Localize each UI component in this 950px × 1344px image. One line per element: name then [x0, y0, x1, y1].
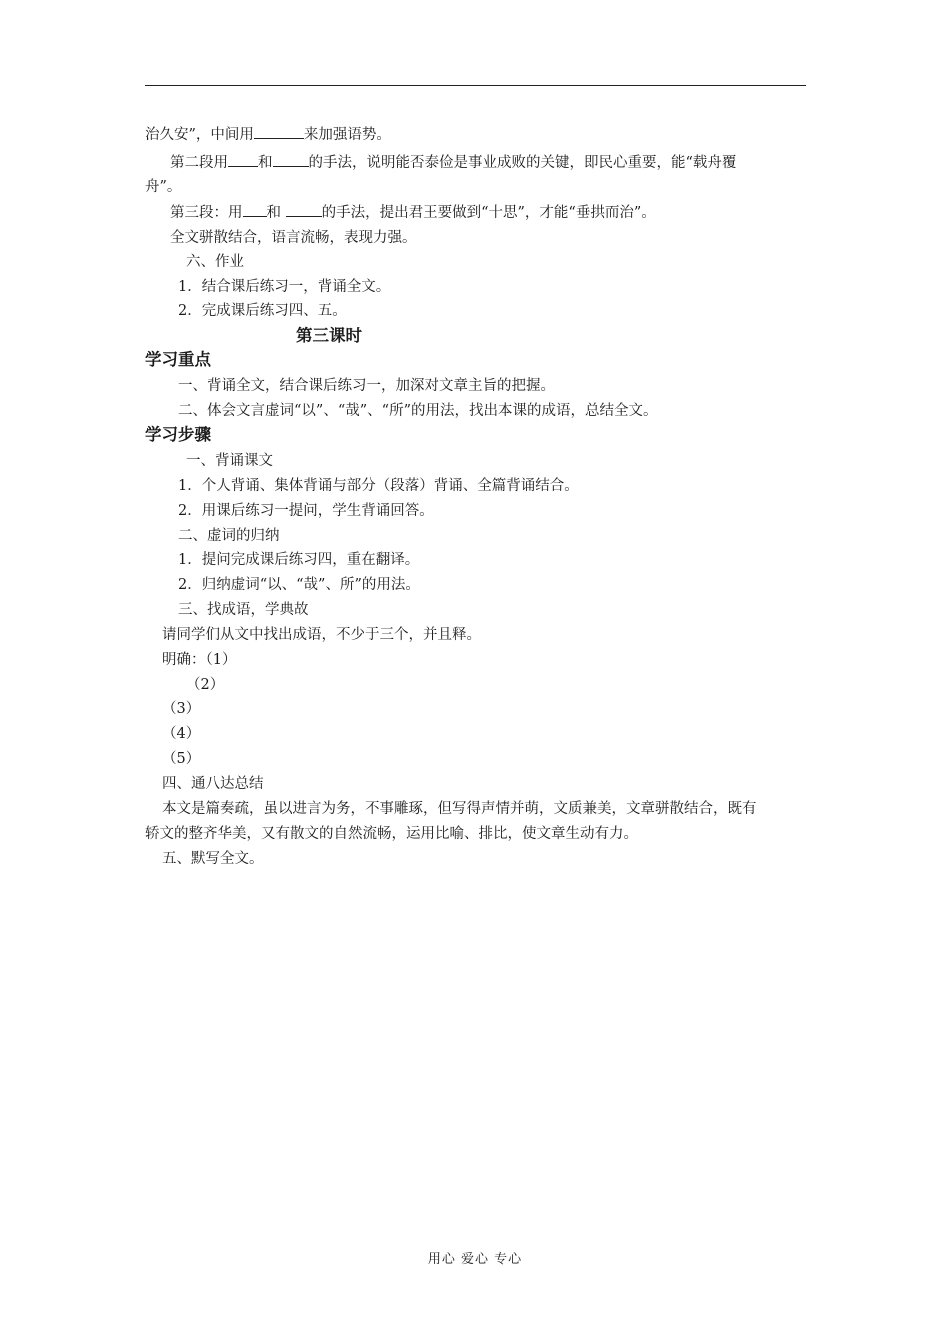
- text-line: （4）: [162, 726, 201, 742]
- section-title: 学习步骤: [145, 425, 211, 444]
- section-heading: 一、背诵课文: [186, 453, 273, 469]
- text-line: 明确：（1）: [162, 652, 237, 668]
- list-item: 2．归纳虚词“以、“哉”、所”的用法。: [178, 577, 420, 593]
- text-segment: 第三段：用: [170, 205, 243, 221]
- list-item: 2．完成课后练习四、五。: [178, 303, 347, 319]
- list-item: 1．结合课后练习一，背诵全文。: [178, 279, 391, 295]
- text-line: （5）: [162, 751, 201, 767]
- fill-blank: [286, 202, 322, 217]
- list-item: 1．个人背诵、集体背诵与部分（段落）背诵、全篇背诵结合。: [178, 478, 579, 494]
- text-line: 一、背诵全文，结合课后练习一，加深对文章主旨的把握。: [178, 378, 555, 394]
- fill-blank: [273, 152, 309, 167]
- lesson-title: 第三课时: [296, 326, 362, 345]
- section-title: 学习重点: [145, 350, 211, 369]
- text-segment: 第二段用: [170, 155, 228, 171]
- text-segment: 和: [258, 155, 273, 171]
- text-line: [170, 152, 736, 173]
- text-line: 本文是篇奏疏，虽以进言为务，不事雕琢，但写得声情并萌，文质兼美，文章骈散结合，既有: [162, 801, 757, 817]
- text-line: [145, 124, 391, 145]
- text-line: （2）: [186, 677, 225, 693]
- text-segment: 的手法，提出君王要做到“十思”，才能“垂拱而治”。: [321, 205, 656, 221]
- text-segment: 的手法，说明能否泰俭是事业成败的关键，即民心重要，能“载舟覆: [308, 155, 737, 171]
- section-heading: 二、虚词的归纳: [178, 528, 280, 544]
- section-heading: 五、默写全文。: [162, 851, 264, 867]
- list-item: 1．提问完成课后练习四，重在翻译。: [178, 552, 420, 568]
- header-rule: [145, 85, 806, 86]
- section-heading: 六、作业: [186, 254, 244, 270]
- fill-blank: [243, 202, 267, 217]
- text-line: [170, 202, 656, 223]
- text-line: （3）: [162, 701, 201, 717]
- text-segment: 治久安”，中间用: [145, 127, 254, 143]
- fill-blank: [254, 124, 304, 139]
- section-heading: 四、通八达总结: [162, 776, 264, 792]
- text-line: 轿文的整齐华美，又有散文的自然流畅，运用比喻、排比，使文章生动有力。: [145, 826, 638, 842]
- text-segment: 和: [266, 205, 281, 221]
- page-footer: 用心 爱心 专心: [427, 1252, 523, 1267]
- text-line: 二、体会文言虚词“以”、“哉”、“所”的用法，找出本课的成语，总结全文。: [178, 403, 658, 419]
- text-line: 舟”。: [145, 179, 182, 195]
- text-segment: 来加强语势。: [303, 127, 391, 143]
- fill-blank: [228, 152, 258, 167]
- text-line: 全文骈散结合，语言流畅，表现力强。: [170, 230, 417, 246]
- text-line: 请同学们从文中找出成语，不少于三个，并且释。: [162, 627, 481, 643]
- list-item: 2．用课后练习一提问，学生背诵回答。: [178, 503, 434, 519]
- section-heading: 三、找成语，学典故: [178, 602, 309, 618]
